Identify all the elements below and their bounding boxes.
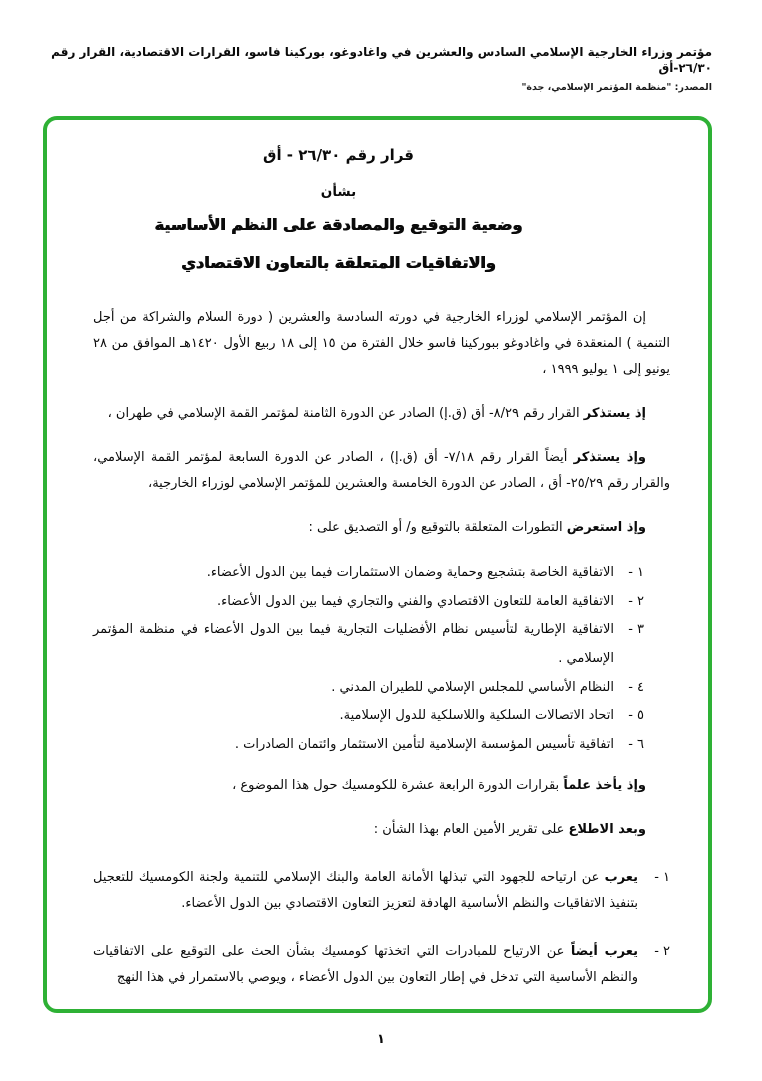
paragraph-text: القرار رقم ٨/٢٩- أق (ق.إ) الصادر عن الدورة الثامنة لمؤتمر القمة الإسلامي في طهران ، — [107, 406, 584, 422]
list-item-number: ١ - — [628, 565, 644, 581]
preamble-paragraph-recalling — [93, 401, 670, 427]
operative-paragraph-2 — [93, 939, 670, 991]
list-item-text: الاتفاقية العامة للتعاون الاقتصادي والفني والتجاري فيما بين الدول الأعضاء. — [216, 593, 614, 609]
operative-text — [93, 939, 638, 991]
list-item-number: ٥ - — [628, 708, 644, 724]
preamble-paragraph-opening — [93, 305, 670, 383]
list-item — [93, 674, 644, 703]
preamble-paragraph-recalling-also — [93, 445, 670, 497]
paragraph-lead: وإذ استعرض — [566, 520, 646, 536]
resolution-title-block — [93, 146, 670, 275]
page-number: ١ — [377, 1032, 385, 1047]
list-item-number: ٤ - — [628, 679, 644, 695]
paragraph-lead: يعرب أيضاً — [570, 944, 638, 960]
list-item — [93, 588, 644, 617]
resolution-concerning-label: بشأن — [320, 184, 357, 200]
list-item — [93, 616, 644, 673]
list-item-text: النظام الأساسي للمجلس الإسلامي للطيران المدني . — [331, 679, 614, 695]
header-source-line: المصدر: "منظمة المؤتمر الإسلامي، جدة" — [521, 82, 712, 94]
paragraph-text: بقرارات الدورة الرابعة عشرة للكومسيك حول هذا الموضوع ، — [232, 778, 564, 794]
operative-paragraph-1 — [93, 865, 670, 917]
paragraph-lead: إذ يستذكر — [583, 406, 646, 422]
paragraph-lead: وإذ يأخذ علماً — [563, 778, 646, 794]
resolution-body — [93, 305, 670, 991]
paragraph-lead: وإذ يستذكر — [573, 450, 646, 466]
instruments-list — [93, 559, 644, 759]
list-item-text: الاتفاقية الإطارية لتأسيس نظام الأفضليات التجارية فيما بين الدول الأعضاء في منظمة المؤتمر الإسلامي . — [93, 622, 614, 666]
resolution-subject-line-2: والاتفاقيات المتعلقة بالتعاون الاقتصادي — [181, 252, 496, 272]
paragraph-text: إن المؤتمر الإسلامي لوزراء الخارجية في دورته السادسة والعشرين ( دورة السلام والشراكة من أجل التنمية ) المنعقدة في واغادوغو ببوركينا فاسو خلال الفترة من ١٥ إلى ١٨ ربيع الأول ١٤٢٠هـ الموافق من ٢٨ يونيو إلى ١ يوليو ١٩٩٩ ، — [93, 310, 670, 378]
running-header — [46, 44, 712, 93]
paragraph-text: عن ارتياحه للجهود التي تبذلها الأمانة العامة والبنك الإسلامي للتنمية ولجنة الكومسيك للتعجيل بتنفيذ الاتفاقيات والنظم الأساسية الهادفة لتعزيز التعاون الاقتصادي بين الدول الأعضاء. — [93, 870, 638, 912]
list-item — [93, 702, 644, 731]
paragraph-lead: وبعد الاطلاع — [568, 822, 646, 838]
resolution-subject-line-1: وضعية التوقيع والمصادقة على النظم الأساسية — [154, 215, 523, 234]
list-item-text: الاتفاقية الخاصة بتشجيع وحماية وضمان الاستثمارات فيما بين الدول الأعضاء. — [206, 565, 614, 581]
list-item-text: اتحاد الاتصالات السلكية واللاسلكية للدول الإسلامية. — [339, 708, 614, 724]
paragraph-text: التطورات المتعلقة بالتوقيع و/ أو التصديق على : — [308, 520, 567, 536]
paragraph-lead: يعرب — [604, 870, 638, 886]
preamble-paragraph-taking-note — [93, 773, 670, 799]
operative-number: ١ - — [654, 870, 670, 886]
resolution-frame — [43, 116, 712, 1013]
preamble-paragraph-reviewing — [93, 515, 670, 541]
operative-number: ٢ - — [654, 944, 670, 960]
list-item — [93, 559, 644, 588]
list-item-number: ٦ - — [628, 736, 644, 752]
resolution-number-title: قرار رقم ٢٦/٣٠ - أق — [263, 146, 414, 164]
paragraph-text: عن الارتياح للمبادرات التي اتخذتها كومسيك بشأن الحث على التوقيع على الاتفاقيات والنظم الأساسية التي تدخل في إطار التعاون بين الدول الأعضاء ، ويوصي بالاستمرار في هذا النهج — [93, 944, 638, 986]
list-item-number: ٣ - — [628, 622, 644, 638]
operative-text — [93, 865, 638, 917]
paragraph-text: على تقرير الأمين العام بهذا الشأن : — [373, 822, 569, 838]
list-item — [93, 731, 644, 760]
list-item-text: اتفاقية تأسيس المؤسسة الإسلامية لتأمين الاستثمار وائتمان الصادرات . — [234, 736, 614, 752]
preamble-paragraph-having-reviewed-report — [93, 817, 670, 843]
paragraph-text: أيضاً القرار رقم ٧/١٨- أق (ق.إ) ، الصادر عن الدورة السابعة لمؤتمر القمة الإسلامي، والقرار رقم ٢٥/٢٩- أق ، الصادر عن الدورة الخامسة والعشرين للمؤتمر الإسلامي لوزراء الخارجية، — [93, 450, 670, 492]
header-conference-line: مؤتمر وزراء الخارجية الإسلامي السادس والعشرين في واغادوغو، بوركينا فاسو، القرارات الاقتصادية، القرار رقم ٢٦/٣٠-أق — [51, 45, 712, 76]
list-item-number: ٢ - — [628, 593, 644, 609]
